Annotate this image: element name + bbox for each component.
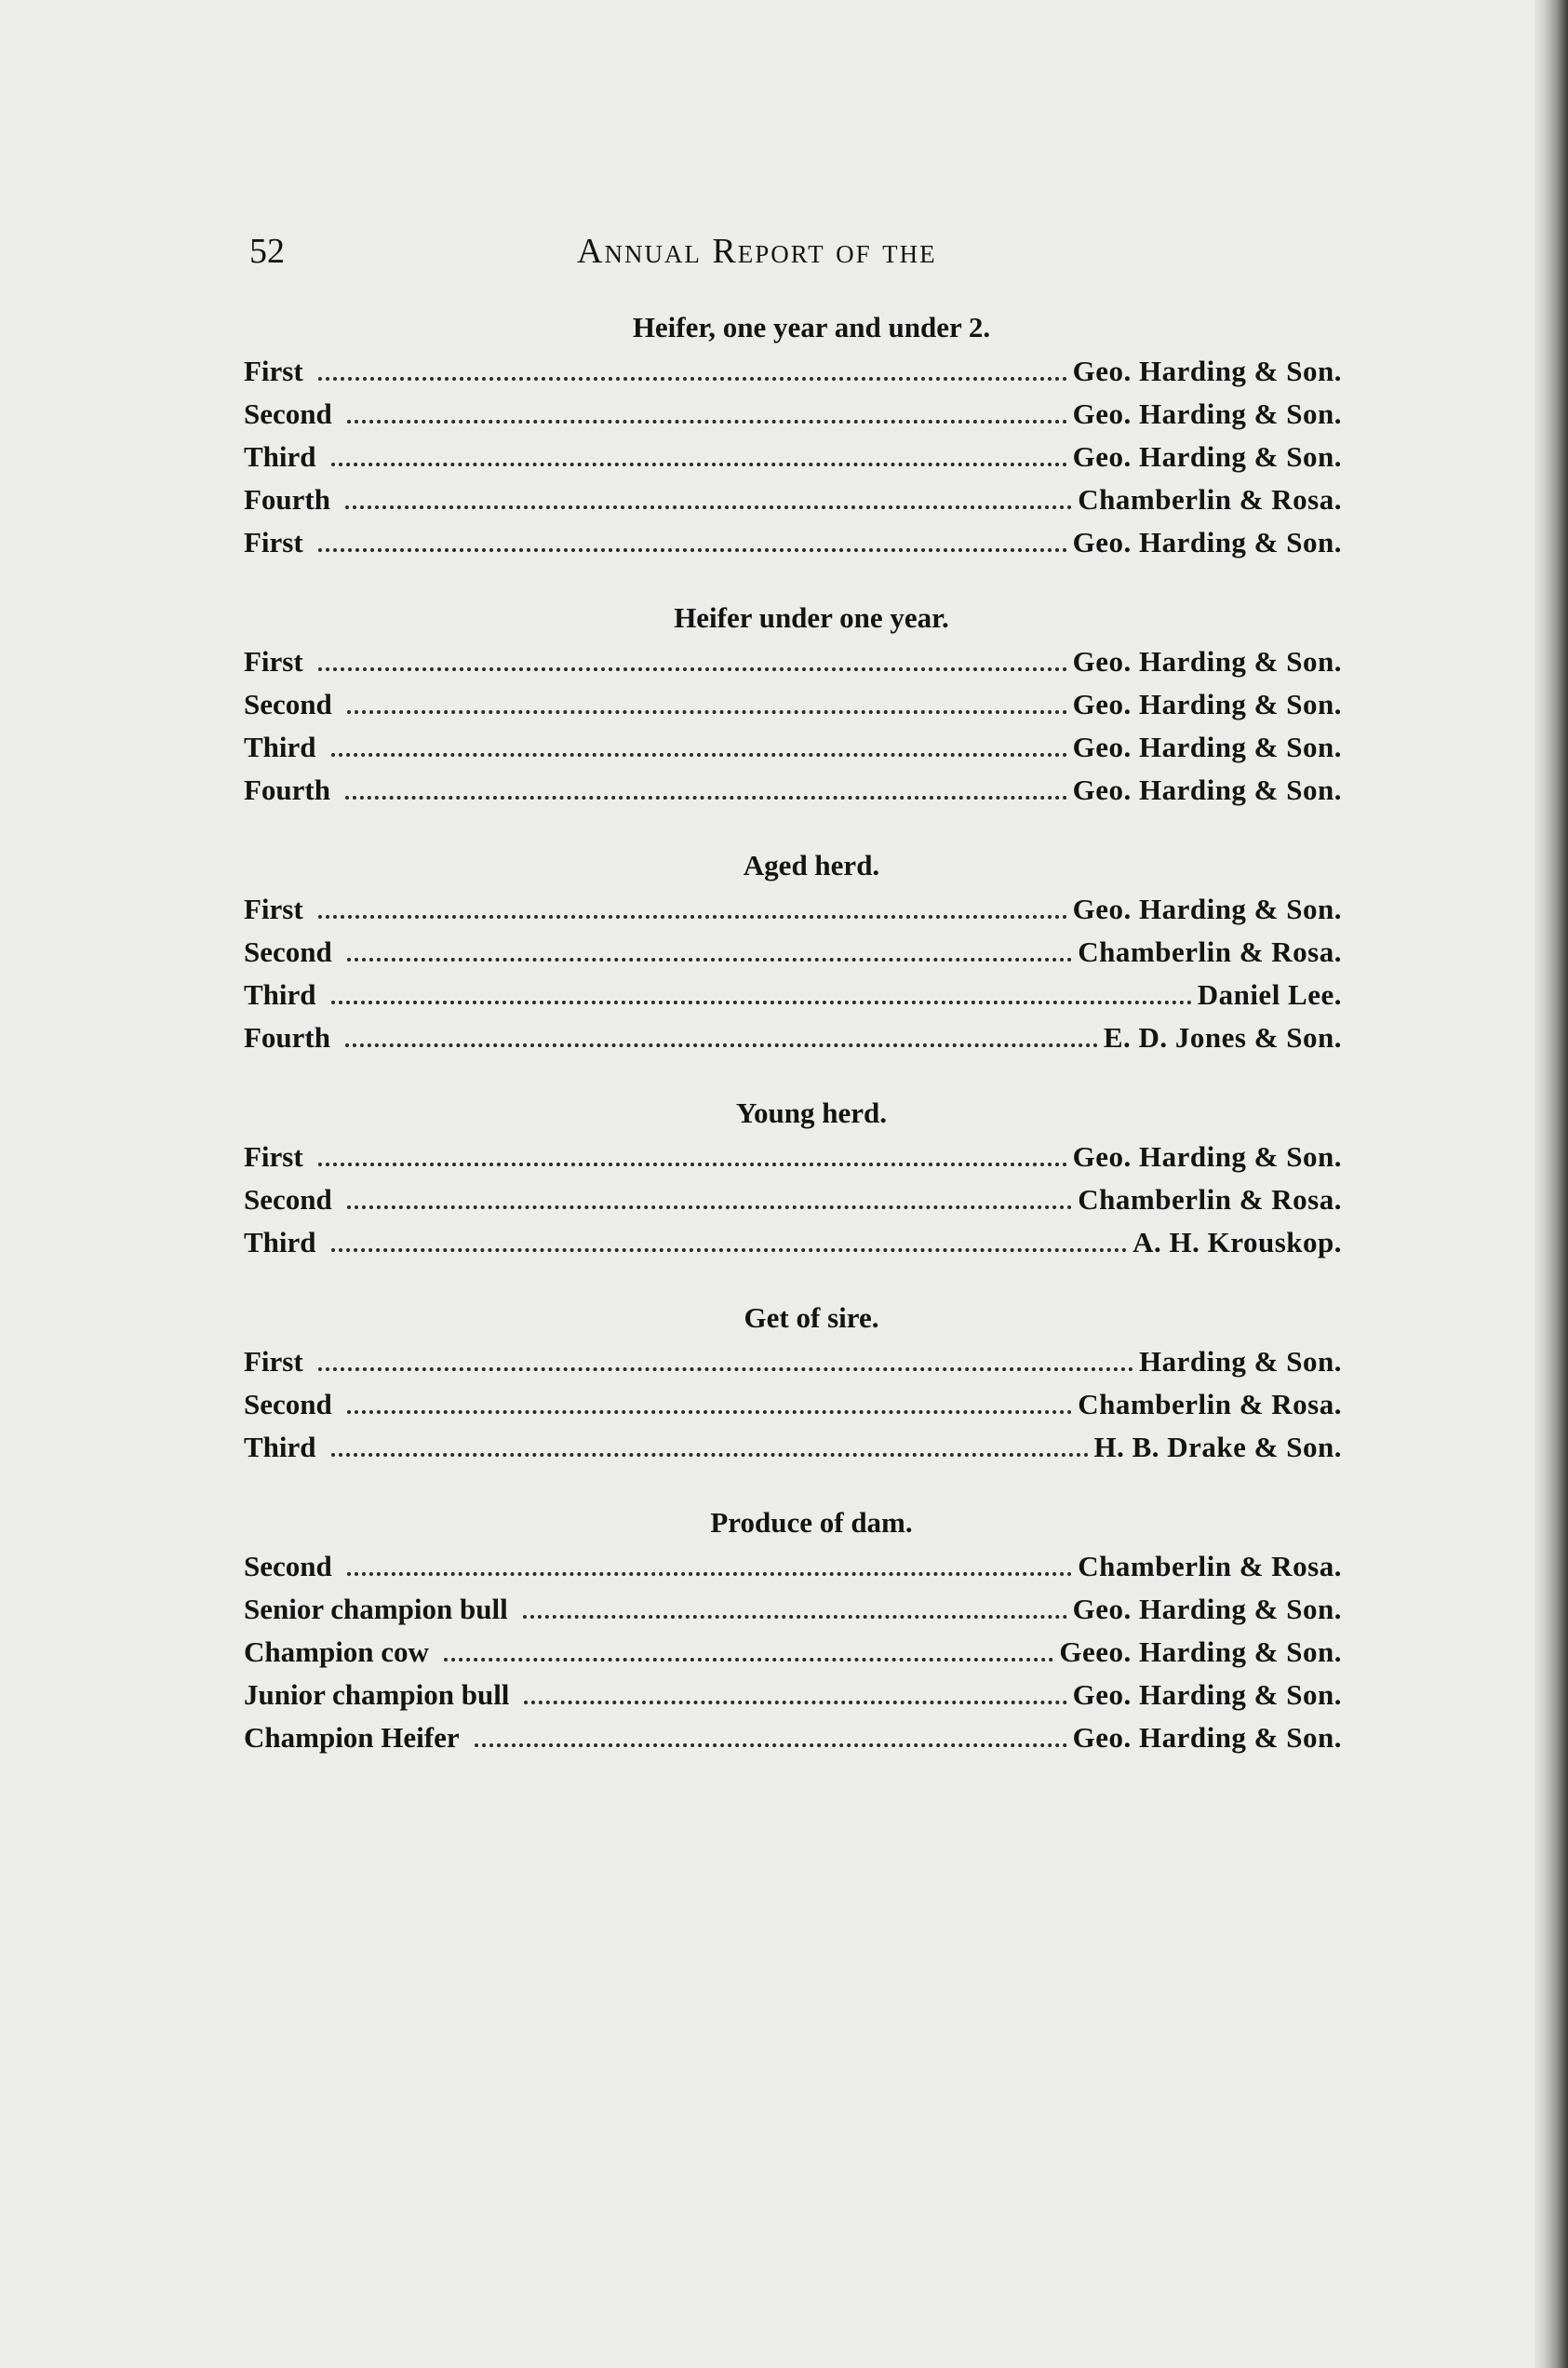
section-title: Produce of dam.	[710, 1506, 913, 1539]
dot-leader	[345, 796, 1067, 800]
award-row	[244, 726, 1342, 769]
dot-leader	[347, 958, 1073, 962]
dot-leader	[318, 667, 1067, 671]
dot-leader	[331, 1001, 1192, 1004]
dot-leader	[331, 1248, 1128, 1252]
award-row	[244, 1588, 1342, 1631]
award-row	[244, 931, 1342, 974]
award-row	[244, 350, 1342, 393]
running-title: Annual Report of the	[577, 232, 937, 271]
award-row	[244, 1716, 1342, 1759]
award-winner: A. H. Krouskop.	[1132, 1226, 1342, 1258]
award-row	[244, 640, 1342, 683]
award-row	[244, 478, 1342, 521]
award-winner: Geeo. Harding & Son.	[1059, 1635, 1342, 1668]
award-place: Second	[244, 1550, 332, 1582]
award-winner: Chamberlin & Rosa.	[1078, 1550, 1342, 1582]
award-place: Third	[244, 1226, 316, 1258]
dot-leader	[345, 505, 1072, 509]
section-title: Heifer, one year and under 2.	[632, 311, 991, 343]
dot-leader	[345, 1043, 1098, 1047]
award-row	[244, 1674, 1342, 1716]
award-section	[244, 598, 1342, 812]
award-winner: H. B. Drake & Son.	[1093, 1431, 1342, 1463]
section-title: Get of sire.	[744, 1301, 879, 1334]
award-winner: Chamberlin & Rosa.	[1078, 1388, 1342, 1420]
award-row	[244, 521, 1342, 564]
award-row	[244, 1426, 1342, 1469]
award-winner: Chamberlin & Rosa.	[1078, 935, 1342, 968]
award-section	[244, 1298, 1342, 1469]
award-row	[244, 888, 1342, 931]
award-row	[244, 1016, 1342, 1059]
award-section	[244, 1093, 1342, 1264]
award-row	[244, 436, 1342, 478]
award-place: Second	[244, 1183, 332, 1216]
award-place: Junior champion bull	[244, 1678, 510, 1711]
award-place: Second	[244, 935, 332, 968]
award-place: Second	[244, 1388, 332, 1420]
award-section	[244, 845, 1342, 1059]
award-place: Fourth	[244, 483, 330, 516]
award-winner: E. D. Jones & Son.	[1103, 1021, 1342, 1054]
section-title: Heifer under one year.	[674, 601, 949, 634]
award-place: First	[244, 893, 303, 925]
dot-leader	[524, 1701, 1066, 1704]
page-number: 52	[249, 232, 285, 271]
dot-leader	[331, 463, 1067, 466]
award-winner: Geo. Harding & Son.	[1072, 397, 1342, 430]
award-place: First	[244, 1345, 303, 1378]
award-winner: Chamberlin & Rosa.	[1078, 1183, 1342, 1216]
award-row	[244, 769, 1342, 812]
award-winner: Geo. Harding & Son.	[1072, 774, 1342, 806]
award-row	[244, 1221, 1342, 1264]
dot-leader	[318, 377, 1067, 381]
page-header	[249, 231, 1347, 287]
award-winner: Geo. Harding & Son.	[1072, 893, 1342, 925]
award-winner: Daniel Lee.	[1197, 978, 1342, 1011]
dot-leader	[347, 1572, 1073, 1576]
award-place: Third	[244, 440, 316, 473]
dot-leader	[347, 710, 1067, 714]
award-place: First	[244, 526, 303, 558]
award-winner: Geo. Harding & Son.	[1072, 355, 1342, 387]
award-row	[244, 1545, 1342, 1588]
section-title: Young herd.	[736, 1097, 887, 1129]
award-place: Third	[244, 731, 316, 763]
dot-leader	[331, 1453, 1089, 1457]
dot-leader	[331, 753, 1067, 757]
award-place: Third	[244, 1431, 316, 1463]
award-row	[244, 683, 1342, 726]
section-title: Aged herd.	[743, 849, 880, 881]
award-row	[244, 1383, 1342, 1426]
dot-leader	[475, 1743, 1067, 1747]
award-winner: Chamberlin & Rosa.	[1078, 483, 1342, 516]
award-row	[244, 1340, 1342, 1383]
dot-leader	[318, 1367, 1133, 1371]
dot-leader	[318, 548, 1067, 552]
award-place: First	[244, 645, 303, 678]
dot-leader	[347, 1410, 1073, 1414]
award-winner: Harding & Son.	[1138, 1345, 1342, 1378]
award-place: Senior champion bull	[244, 1593, 508, 1625]
award-place: First	[244, 355, 303, 387]
dot-leader	[318, 915, 1067, 919]
award-place: Fourth	[244, 1021, 330, 1054]
award-row	[244, 393, 1342, 436]
award-place: First	[244, 1140, 303, 1173]
award-place: Third	[244, 978, 316, 1011]
award-winner: Geo. Harding & Son.	[1072, 1678, 1342, 1711]
award-winner: Geo. Harding & Son.	[1072, 1593, 1342, 1625]
dot-leader	[523, 1615, 1067, 1619]
award-winner: Geo. Harding & Son.	[1072, 731, 1342, 763]
award-place: Second	[244, 688, 332, 720]
dot-leader	[318, 1163, 1067, 1166]
award-row	[244, 1631, 1342, 1674]
award-place: Champion cow	[244, 1635, 429, 1668]
award-place: Fourth	[244, 774, 330, 806]
award-row	[244, 974, 1342, 1016]
dot-leader	[347, 420, 1067, 424]
dot-leader	[347, 1205, 1073, 1209]
award-winner: Geo. Harding & Son.	[1072, 1721, 1342, 1754]
award-section	[244, 307, 1342, 564]
award-winner: Geo. Harding & Son.	[1072, 645, 1342, 678]
award-winner: Geo. Harding & Son.	[1072, 688, 1342, 720]
award-winner: Geo. Harding & Son.	[1072, 1140, 1342, 1173]
award-place: Second	[244, 397, 332, 430]
dot-leader	[444, 1658, 1053, 1662]
award-winner: Geo. Harding & Son.	[1072, 526, 1342, 558]
awards-list	[244, 307, 1342, 1793]
award-row	[244, 1136, 1342, 1178]
award-row	[244, 1178, 1342, 1221]
award-winner: Geo. Harding & Son.	[1072, 440, 1342, 473]
book-spine-edge	[1534, 0, 1568, 2368]
award-section	[244, 1502, 1342, 1759]
award-place: Champion Heifer	[244, 1721, 460, 1754]
